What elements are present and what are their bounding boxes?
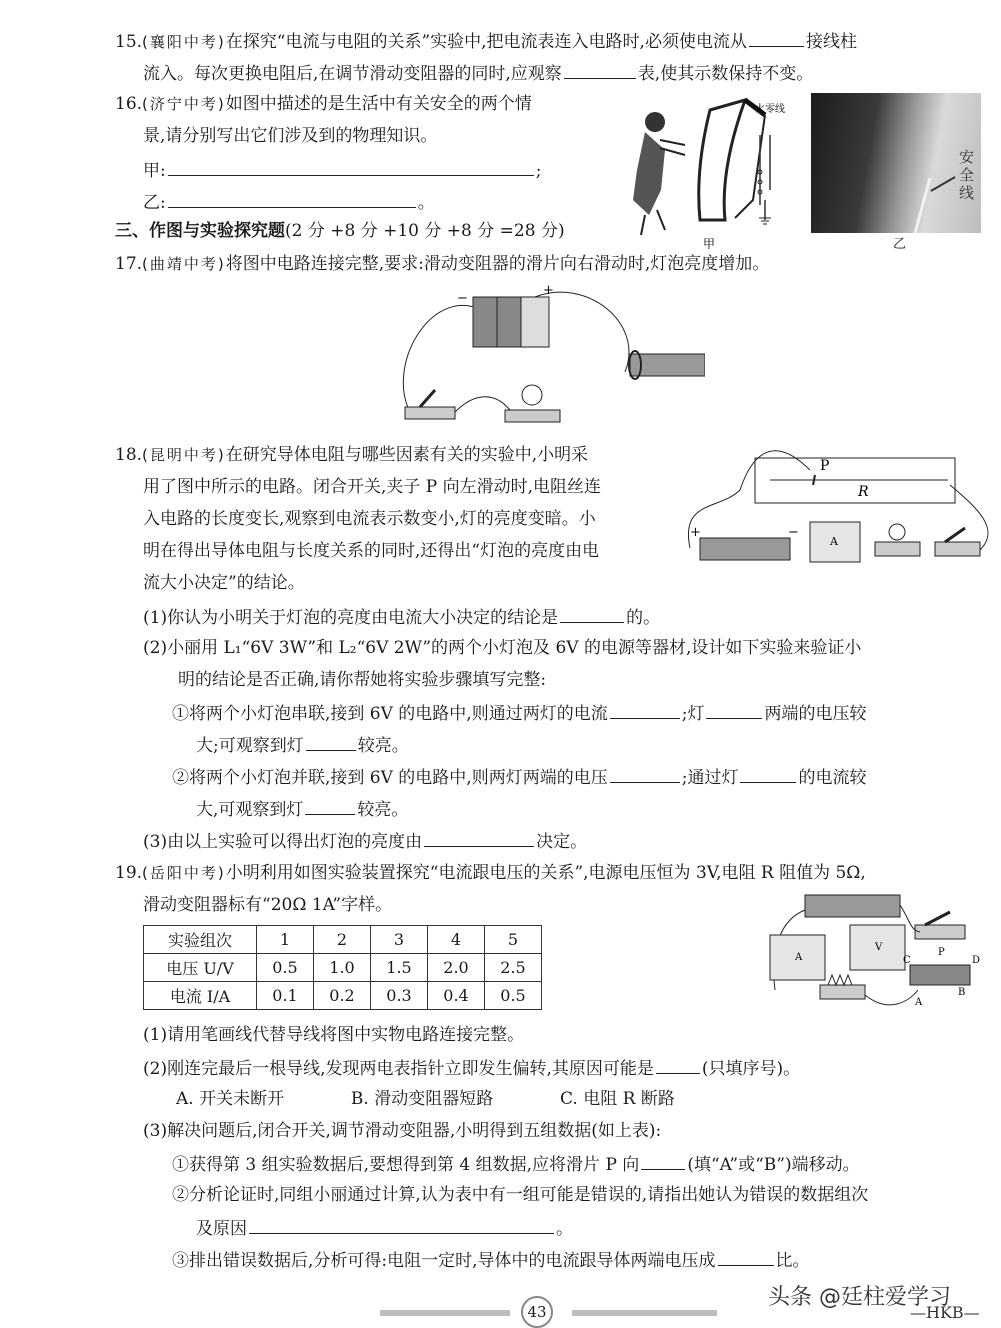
question-source: (曲靖中考): [142, 255, 226, 273]
question-text: (3)由以上实验可以得出灯泡的亮度由: [143, 832, 423, 852]
figure-q19-circuit: [760, 890, 995, 1015]
punctuation: 。: [556, 1219, 573, 1239]
q18-line1: [115, 443, 588, 467]
figure-q18-circuit: [680, 440, 1000, 570]
question-text: 小明利用如图实验装置探究“电流跟电压的关系”,电源电压恒为 3V,电阻 R 阻值为 5Ω,: [225, 863, 866, 883]
question-text: 较亮。: [357, 800, 409, 820]
minus-label: −: [457, 291, 468, 306]
q17-line: [115, 252, 769, 276]
watermark: 头条 @廷柱爱学习: [768, 1285, 951, 1310]
answer-blank-jia[interactable]: [168, 157, 534, 176]
option-a: A. 开关未断开: [176, 1089, 285, 1109]
q18-sub3: [143, 828, 587, 854]
safety-line-label: 安全线: [959, 148, 975, 202]
question-text: 较亮。: [357, 736, 409, 756]
question-text: 的电流较: [798, 768, 867, 788]
question-text: 将图中电路连接完整,要求:滑动变阻器的滑片向右滑动时,灯泡亮度增加。: [225, 254, 770, 274]
page-number-badge: [507, 1296, 567, 1328]
voltmeter-label: V: [875, 942, 883, 953]
question-text: 及原因: [196, 1219, 247, 1239]
q18-sub2-line1: (2)小丽用 L₁“6V 3W”和 L₂“6V 2W”的两个小灯泡及 6V 的电源等器材,设计如下实验来验证小: [143, 638, 862, 658]
q16-yi: [143, 189, 435, 215]
question-text: ③排出错误数据后,分析可得:电阻一定时,导体中的电流跟导体两端电压成: [172, 1251, 716, 1271]
q16-jia: [143, 157, 541, 183]
terminal-b-label: B: [958, 987, 966, 998]
question-source: (昆明中考): [142, 446, 226, 464]
page-number: 43: [521, 1296, 553, 1328]
q18-sub1: [143, 604, 660, 630]
table-cell: 2.5: [485, 954, 542, 982]
table-cell: 0.4: [428, 982, 485, 1010]
answer-blank[interactable]: [718, 1247, 774, 1266]
answer-blank[interactable]: [740, 764, 796, 783]
question-text: (只填序号)。: [701, 1059, 801, 1079]
q19-s2-cont: [196, 1215, 573, 1241]
r-label: R: [858, 484, 869, 500]
plus-label: +: [690, 525, 701, 540]
table-cell: 0.5: [485, 982, 542, 1010]
q19-line1: [115, 861, 866, 885]
section-heading: [115, 219, 565, 243]
terminal-p-label: P: [938, 947, 945, 958]
q19-s2: ②分析论证时,同组小丽通过计算,认为表中有一组可能是错误的,请指出她认为错误的数据组次: [172, 1185, 869, 1205]
table-cell: 2: [314, 926, 371, 954]
terminal-d-label: D: [972, 955, 981, 966]
data-table: [143, 925, 542, 1010]
question-text: 两端的电压较: [764, 704, 867, 724]
table-cell: 0.1: [257, 982, 314, 1010]
answer-blank[interactable]: [610, 764, 680, 783]
figure-caption-jia: 甲: [703, 237, 716, 250]
table-cell: 2.0: [428, 954, 485, 982]
table-header-row: [144, 926, 542, 954]
q16-line1: [115, 92, 532, 116]
table-cell: 0.3: [371, 982, 428, 1010]
table-cell: 0.2: [314, 982, 371, 1010]
footer-bar-left: [380, 1310, 510, 1316]
question-source: (济宁中考): [142, 95, 226, 113]
figure-jia-electric-shock: [615, 90, 800, 250]
question-text: 在研究导体电阻与哪些因素有关的实验中,小明采: [225, 445, 589, 465]
answer-label: 乙:: [143, 193, 166, 213]
plus-label: +: [543, 283, 554, 298]
punctuation: ;: [535, 161, 542, 181]
q18-sub2-line2: 明的结论是否正确,请你帮她将实验步骤填写完整:: [178, 670, 547, 690]
ammeter-label: A: [830, 535, 838, 548]
question-source: (岳阳中考): [142, 864, 226, 882]
question-text: ;通过灯: [681, 768, 739, 788]
figure-caption-yi: 乙: [893, 237, 907, 252]
table-cell: 1.5: [371, 954, 428, 982]
q15-line2: [143, 60, 813, 86]
q19-sub3: (3)解决问题后,闭合开关,调节滑动变阻器,小明得到五组数据(如上表):: [143, 1121, 662, 1141]
section-title: 三、作图与实验探究题: [115, 221, 285, 241]
table-cell: 4: [428, 926, 485, 954]
q19-s1: [172, 1151, 860, 1177]
question-text: 表,使其示数保持不变。: [637, 64, 814, 84]
question-text: (2)刚连完最后一根导线,发现两电表指针立即发生偏转,其原因可能是: [143, 1059, 654, 1079]
question-text: ;灯: [681, 704, 705, 724]
table-cell: 电流 I/A: [144, 982, 257, 1010]
question-text: 流入。每次更换电阻后,在调节滑动变阻器的同时,应观察: [143, 64, 562, 84]
question-number: 17.: [115, 254, 143, 274]
question-source: (襄阳中考): [142, 33, 226, 51]
table-cell: 实验组次: [144, 926, 257, 954]
answer-blank[interactable]: [564, 60, 636, 79]
answer-blank[interactable]: [656, 1055, 700, 1074]
safety-line: [914, 178, 932, 233]
q18-line2: 用了图中所示的电路。闭合开关,夹子 P 向左滑动时,电阻丝连: [143, 477, 602, 497]
wire-label: 火零线: [755, 104, 785, 115]
question-text: ②将两个小灯泡并联,接到 6V 的电路中,则两灯两端的电压: [172, 768, 608, 788]
answer-blank[interactable]: [424, 828, 534, 847]
figure-q17-circuit: [395, 282, 705, 427]
answer-blank[interactable]: [249, 1215, 554, 1234]
question-text: 比。: [775, 1251, 810, 1271]
table-row-voltage: [144, 954, 542, 982]
arrow-icon: [930, 176, 955, 192]
section-score: (2 分 +8 分 +10 分 +8 分 =28 分): [285, 221, 565, 241]
question-number: 18.: [115, 445, 143, 465]
answer-blank[interactable]: [560, 604, 624, 623]
answer-blank-yi[interactable]: [168, 189, 416, 208]
q18-line4: 明在得出导体电阻与长度关系的同时,还得出“灯泡的亮度由电: [143, 541, 600, 561]
q19-line2: 滑动变阻器标有“20Ω 1A”字样。: [143, 895, 393, 915]
q15-line1: [115, 28, 857, 54]
q18-step1: [172, 700, 866, 726]
question-number: 15.: [115, 32, 143, 52]
table-cell: 电压 U/V: [144, 954, 257, 982]
question-number: 16.: [115, 94, 143, 114]
answer-blank[interactable]: [306, 732, 356, 751]
figure-yi-platform-photo: [811, 93, 981, 233]
question-text: 如图中描述的是生活中有关安全的两个情: [225, 94, 532, 114]
answer-blank[interactable]: [641, 1151, 685, 1170]
question-text: 在探究“电流与电阻的关系”实验中,把电流表连入电路时,必须使电流从: [225, 32, 747, 52]
option-b: B. 滑动变阻器短路: [350, 1089, 494, 1109]
question-text: ①获得第 3 组实验数据后,要想得到第 4 组数据,应将滑片 P 向: [172, 1155, 640, 1175]
q19-s3: [172, 1247, 810, 1273]
question-text: ①将两个小灯泡串联,接到 6V 的电路中,则通过两灯的电流: [172, 704, 608, 724]
answer-blank[interactable]: [305, 796, 355, 815]
punctuation: 。: [417, 193, 435, 213]
question-number: 19.: [115, 863, 143, 883]
q19-sub2: [143, 1055, 800, 1081]
q18-step1-cont: [196, 732, 409, 758]
question-text: 决定。: [536, 832, 588, 852]
table-cell: 1.0: [314, 954, 371, 982]
question-text: 接线柱: [805, 32, 857, 52]
table-cell: 5: [485, 926, 542, 954]
q18-step2-cont: [196, 796, 408, 822]
q18-line3: 入电路的长度变长,观察到电流表示数变小,灯的亮度变暗。小: [143, 509, 596, 529]
publisher-code: —HKB—: [910, 1303, 980, 1322]
question-text: 大;可观察到灯: [196, 736, 304, 756]
q16-line2: 景,请分别写出它们涉及到的物理知识。: [143, 126, 438, 146]
q18-line5: 流大小决定”的结论。: [143, 573, 305, 593]
table-row-current: [144, 982, 542, 1010]
ammeter-label: A: [795, 952, 803, 963]
terminal-c-label: C: [903, 955, 911, 966]
table-cell: 0.5: [257, 954, 314, 982]
answer-label: 甲:: [143, 161, 166, 181]
question-text: (1)你认为小明关于灯泡的亮度由电流大小决定的结论是: [143, 608, 559, 628]
table-cell: 3: [371, 926, 428, 954]
q18-step2: [172, 764, 866, 790]
answer-blank[interactable]: [610, 700, 680, 719]
question-text: 的。: [626, 608, 661, 628]
table-cell: 1: [257, 926, 314, 954]
q19-sub1: (1)请用笔画线代替导线将图中实物电路连接完整。: [143, 1025, 525, 1045]
minus-label: −: [788, 525, 799, 540]
terminal-a-label: A: [915, 997, 923, 1008]
answer-blank[interactable]: [749, 28, 804, 47]
q19-options: [176, 1087, 675, 1111]
question-text: (填“A”或“B”)端移动。: [687, 1155, 860, 1175]
option-c: C. 电阻 R 断路: [560, 1089, 675, 1109]
p-label: P: [820, 458, 830, 474]
footer-bar-right: [572, 1310, 717, 1316]
question-text: 大,可观察到灯: [196, 800, 304, 820]
answer-blank[interactable]: [706, 700, 762, 719]
